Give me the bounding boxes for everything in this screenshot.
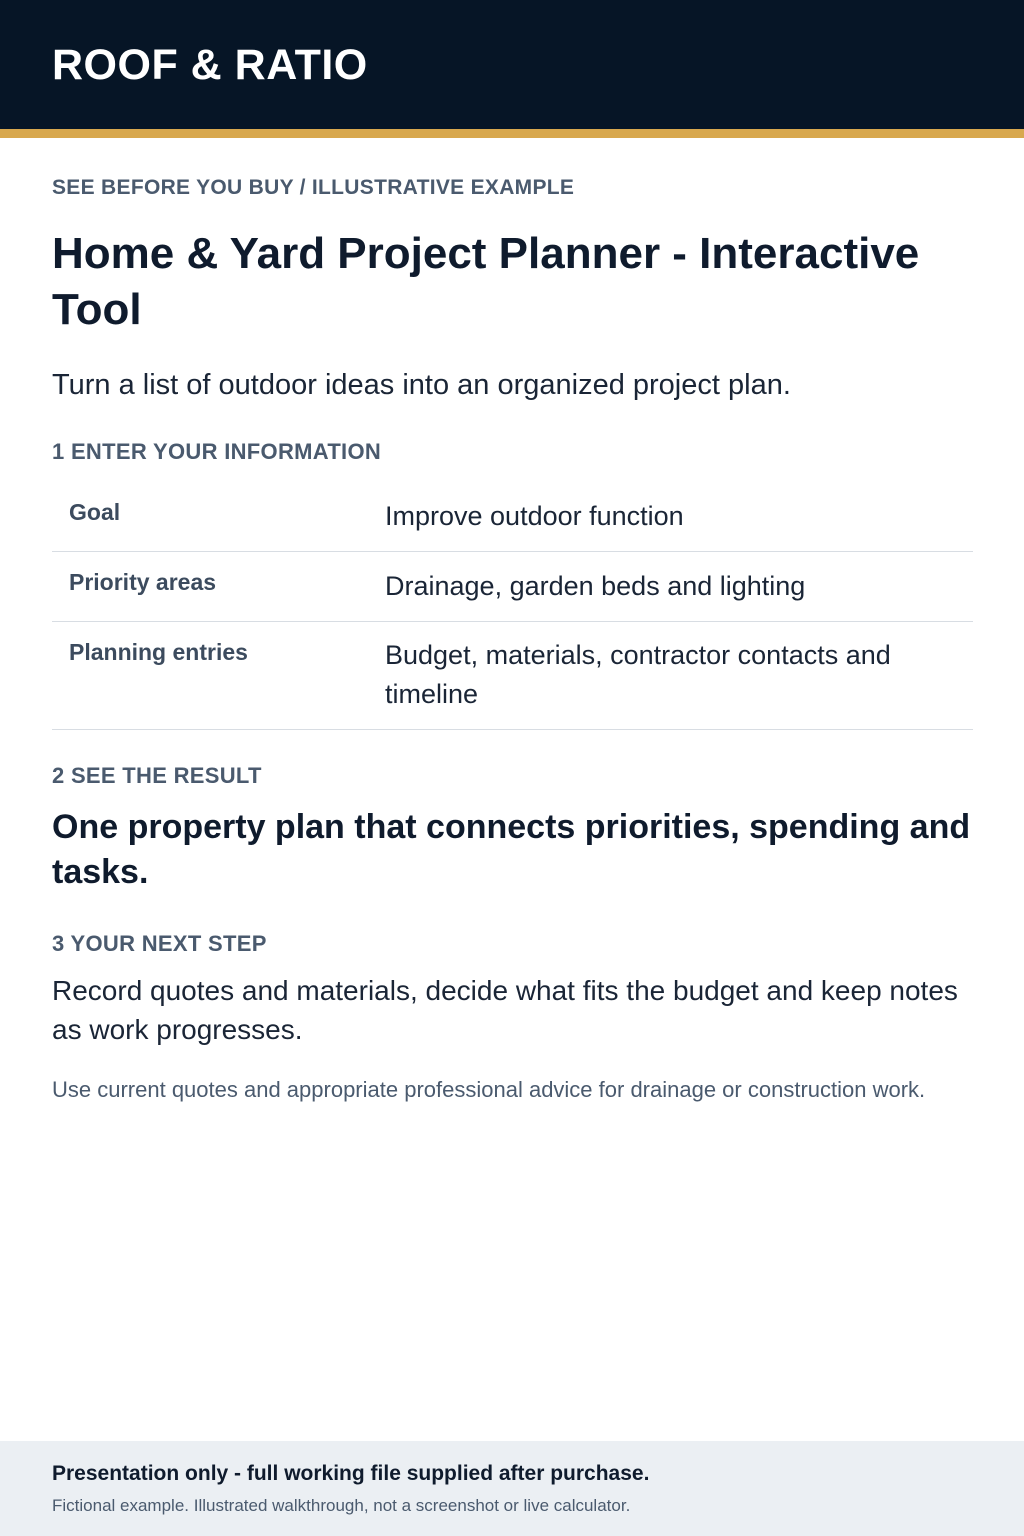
footer-sub-text: Fictional example. Illustrated walkthrough, not a screenshot or live calculator. [52,1496,631,1515]
info-row-planning-entries [52,622,973,730]
brand-logo-text: ROOF & RATIO [52,41,368,89]
info-value: Budget, materials, contractor contacts and timeline [385,640,891,709]
footer-bar [0,1441,1024,1536]
footer-main-text: Presentation only - full working file supplied after purchase. [52,1462,650,1485]
info-row-priority-areas [52,552,973,622]
header-bar [0,0,1024,138]
page-subtitle: Turn a list of outdoor ideas into an organized project plan. [52,369,791,401]
page-title: Home & Yard Project Planner - Interactive Tool [52,229,920,334]
result-text: One property plan that connects priorities, spending and tasks. [52,808,971,891]
info-value: Improve outdoor function [385,501,684,531]
step2-label: 2 SEE THE RESULT [52,763,262,788]
info-key: Planning entries [69,639,248,665]
next-step-text: Record quotes and materials, decide what fits the budget and keep notes as work progresses. [52,975,958,1045]
info-key: Goal [69,499,121,525]
info-key: Priority areas [69,569,217,595]
info-row-goal [52,483,973,552]
info-value: Drainage, garden beds and lighting [385,571,806,601]
eyebrow-label: SEE BEFORE YOU BUY / ILLUSTRATIVE EXAMPLE [52,176,575,199]
step1-label: 1 ENTER YOUR INFORMATION [52,439,382,464]
disclaimer-text: Use current quotes and appropriate professional advice for drainage or construction work. [52,1077,926,1102]
info-table [52,483,973,730]
step3-label: 3 YOUR NEXT STEP [52,931,267,956]
